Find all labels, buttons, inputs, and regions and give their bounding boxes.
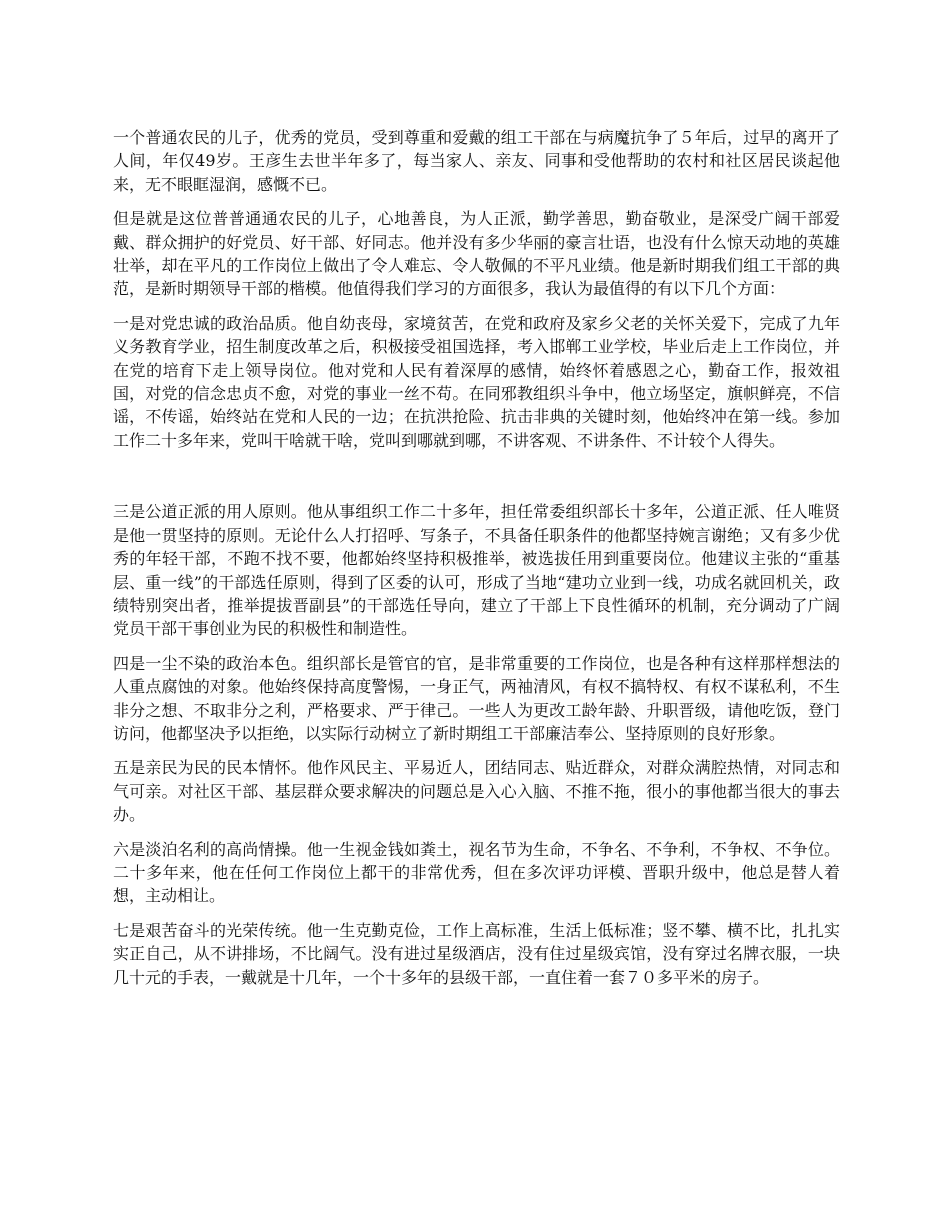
paragraph-point-four: 四是一尘不染的政治本色。组织部长是管官的官，是非常重要的工作岗位，也是各种有这样那样想法的人重点腐蚀的对象。他始终保持高度警惕，一身正气，两袖清风，有权不搞特权、有权不谋私利，不生非分之想、不取非分之利，严格要求、严于律己。一些人为更改工龄年龄、升职晋级，请他吃饭，登门访问，他都坚决予以拒绝，以实际行动树立了新时期组工干部廉洁奉公、坚持原则的良好形象。 xyxy=(113,653,840,743)
paragraph-overview: 但是就是这位普普通通农民的儿子，心地善良，为人正派，勤学善思，勤奋敬业，是深受广阔干部爱戴、群众拥护的好党员、好干部、好同志。他并没有多少华丽的豪言壮语，也没有什么惊天动地的英雄壮举，却在平凡的工作岗位上做出了令人难忘、令人敬佩的不平凡业绩。他是新时期我们组工干部的典范，是新时期领导干部的楷模。他值得我们学习的方面很多，我认为最值得的有以下几个方面： xyxy=(113,209,840,299)
section-gap xyxy=(113,463,840,500)
paragraph-point-seven: 七是艰苦奋斗的光荣传统。他一生克勤克俭，工作上高标准，生活上低标准；竖不攀、横不比，扎扎实实正自己，从不讲排场，不比阔气。没有进过星级酒店，没有住过星级宾馆，没有穿过名牌衣服，一块几十元的手表，一戴就是十几年，一个十多年的县级干部，一直住着一套７０多平米的房子。 xyxy=(113,920,840,987)
paragraph-point-one: 一是对党忠诚的政治品质。他自幼丧母，家境贫苦，在党和政府及家乡父老的关怀关爱下，完成了九年义务教育学业，招生制度改革之后，积极接受祖国选择，考入邯郸工业学校，毕业后走上工作岗位，并在党的培育下走上领导岗位。他对党和人民有着深厚的感情，始终怀着感恩之心，勤奋工作，报效祖国，对党的信念忠贞不愈，对党的事业一丝不苟。在同邪教组织斗争中，他立场坚定，旗帜鲜亮，不信谣，不传谣，始终站在党和人民的一边；在抗洪抢险、抗击非典的关键时刻，他始终冲在第一线。参加工作二十多年来，党叫干啥就干啥，党叫到哪就到哪，不讲客观、不讲条件、不计较个人得失。 xyxy=(113,313,840,450)
document-body xyxy=(113,126,840,1000)
paragraph-intro: 一个普通农民的儿子，优秀的党员，受到尊重和爱戴的组工干部在与病魔抗争了５年后，过早的离开了人间，年仅49岁。王彦生去世半年多了，每当家人、亲友、同事和受他帮助的农村和社区居民谈起他来，无不眼眶湿润，感慨不已。 xyxy=(113,128,840,194)
paragraph-point-six: 六是淡泊名利的高尚情操。他一生视金钱如粪土，视名节为生命，不争名、不争利，不争权、不争位。二十多年来，他在任何工作岗位上都干的非常优秀，但在多次评功评模、晋职升级中，他总是替人着想，主动相让。 xyxy=(113,839,840,906)
paragraph-point-five: 五是亲民为民的民本情怀。他作风民主、平易近人，团结同志、贴近群众，对群众满腔热情，对同志和气可亲。对社区干部、基层群众要求解决的问题总是入心入脑、不推不拖，很小的事他都当很大的事去办。 xyxy=(113,758,840,825)
paragraph-point-three: 三是公道正派的用人原则。他从事组织工作二十多年，担任常委组织部长十多年，公道正派、任人唯贤是他一贯坚持的原则。无论什么人打招呼、写条子，不具备任职条件的他都坚持婉言谢绝；又有多少优秀的年轻干部，不跑不找不要，他都始终坚持积极推举，被选拔任用到重要岗位。他建议主张的“重基层、重一线”的干部选任原则，得到了区委的认可，形成了当地“建功立业到一线，功成名就回机关，政绩特别突出者，推举提拔晋副县”的干部选任导向，建立了干部上下良性循环的机制，充分调动了广阔党员干部干事创业为民的积极性和制造性。 xyxy=(113,502,840,639)
